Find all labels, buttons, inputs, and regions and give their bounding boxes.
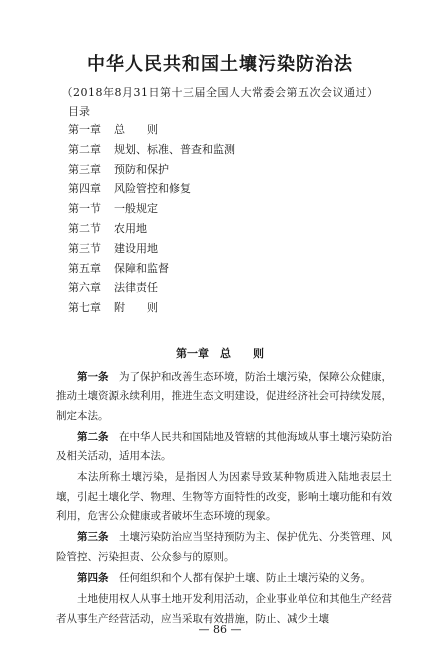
page-number: — 86 — — [198, 623, 242, 636]
article-paragraph — [56, 428, 392, 467]
article-paragraph — [56, 468, 392, 526]
toc-item-label: 保障和监督 — [114, 261, 169, 275]
toc-item-label: 总 则 — [114, 123, 158, 136]
toc-item — [68, 141, 235, 161]
article-text: 本法所称土壤污染，是指因人为因素导致某种物质进入陆地表层土壤，引起土壤化学、物理、生物等方面特性的改变，影响土壤功能和有效利用，危害公众健康或者破坏生态环境的现象。 — [56, 471, 392, 523]
toc-item-label: 预防和保护 — [114, 162, 169, 176]
toc-item-number: 第三章 — [68, 162, 101, 176]
toc-item-number: 第二节 — [68, 221, 101, 235]
article-paragraph — [56, 368, 392, 426]
toc-item — [68, 299, 235, 319]
toc-item-label: 规划、标准、普查和监测 — [114, 142, 235, 156]
toc-item-number: 第二章 — [68, 142, 101, 156]
article-text: 任何组织和个人都有保护土壤、防止土壤污染的义务。 — [108, 571, 371, 584]
toc-item-label: 农用地 — [114, 221, 147, 235]
toc-item — [68, 200, 235, 220]
toc-item-label: 法律责任 — [114, 281, 158, 295]
toc-item — [68, 220, 235, 240]
toc-item-label: 附 则 — [114, 301, 158, 315]
toc-item — [68, 279, 235, 299]
toc-item — [68, 180, 235, 200]
article-number: 第三条 — [77, 531, 109, 544]
toc-item-number: 第一节 — [68, 202, 101, 216]
article-text: 土地使用权人从事土地开发利用活动，企业事业单位和其他生产经营者从事生产经营活动，应当采取有效措施，防止、减少土壤 — [56, 593, 392, 625]
toc-heading: 目录 — [68, 105, 90, 118]
toc-item-number: 第四章 — [68, 182, 101, 196]
article-text: 为了保护和改善生态环境，防治土壤污染，保障公众健康，推动土壤资源永续利用，推进生态文明建设，促进经济社会可持续发展，制定本法。 — [56, 371, 392, 422]
toc-item-number: 第三节 — [68, 241, 101, 255]
toc-item-number: 第七章 — [68, 301, 101, 315]
toc-item — [68, 161, 235, 181]
article-text: 土壤污染防治应当坚持预防为主、保护优先、分类管理、风险管控、污染担责、公众参与的原则。 — [56, 531, 392, 563]
toc-item-number: 第五章 — [68, 261, 101, 275]
article-number: 第二条 — [77, 430, 109, 443]
table-of-contents — [68, 121, 235, 319]
toc-item — [68, 240, 235, 260]
toc-item-number: 第六章 — [68, 281, 101, 295]
article-number: 第一条 — [77, 371, 109, 383]
article-paragraph — [56, 569, 392, 588]
article-paragraph — [56, 528, 392, 567]
toc-item-label: 建设用地 — [114, 241, 158, 255]
toc-item-label: 风险管控和修复 — [114, 182, 191, 196]
toc-item — [68, 260, 235, 280]
chapter-heading: 第一章 总 则 — [176, 347, 264, 360]
law-body — [56, 368, 392, 631]
page-title: 中华人民共和国土壤污染防治法 — [87, 54, 353, 75]
toc-item — [68, 121, 235, 141]
article-number: 第四条 — [77, 571, 109, 584]
toc-item-label: 一般规定 — [114, 202, 158, 216]
adoption-note: （2018年8月31日第十三届全国人大常委会第五次会议通过） — [61, 86, 379, 99]
article-text: 在中华人民共和国陆地及管辖的其他海域从事土壤污染防治及相关活动，适用本法。 — [56, 430, 392, 463]
toc-item-number: 第一章 — [68, 123, 101, 136]
